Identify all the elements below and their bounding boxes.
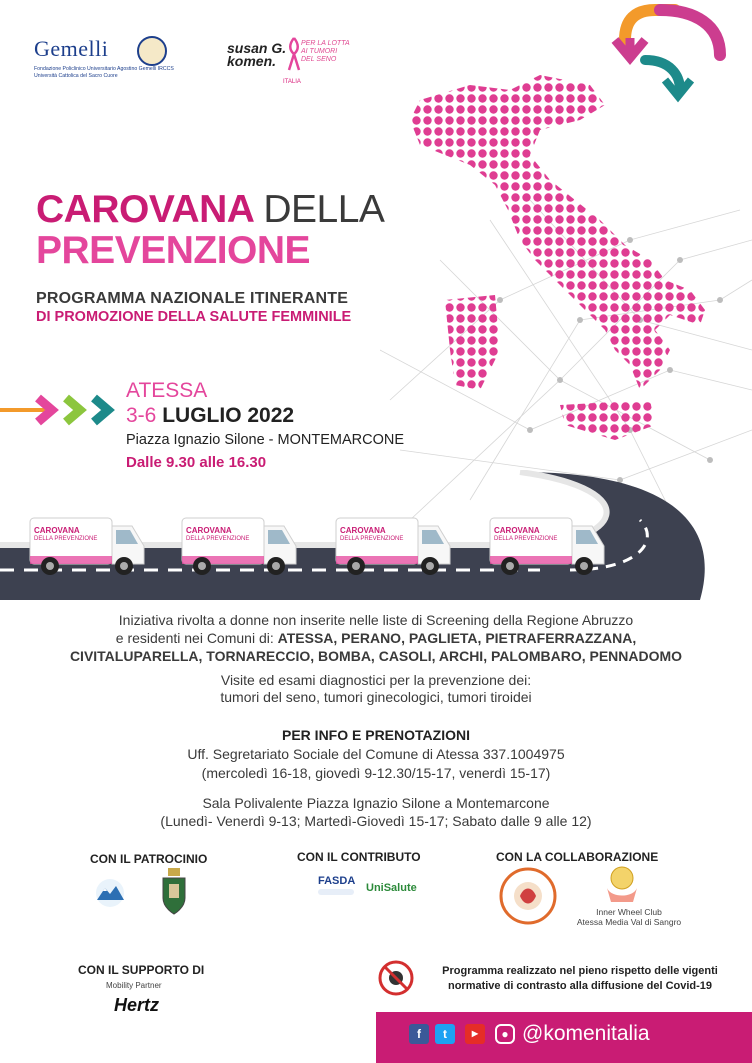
- contributo-label: CON IL CONTRIBUTO: [297, 850, 421, 864]
- unisalute-logo: UniSalute: [366, 882, 417, 894]
- komen-line1: susan G.: [227, 40, 287, 56]
- twitter-icon[interactable]: t: [435, 1024, 455, 1044]
- komen-line2: komen.: [227, 53, 277, 69]
- patrocinio-label: CON IL PATROCINIO: [90, 852, 208, 866]
- komen-tag3: DEL SENO: [301, 56, 337, 63]
- mobility-partner-label: Mobility Partner: [106, 981, 162, 990]
- event-place: Piazza Ignazio Silone - MONTEMARCONE: [126, 432, 404, 448]
- van-4: [488, 516, 606, 578]
- gemelli-sub-line2: Università Cattolica del Sacro Cuore: [34, 73, 118, 79]
- van-label-1: CAROVANA: [34, 526, 80, 535]
- hertz-logo: Hertz: [114, 995, 160, 1015]
- collaborazione-label: CON LA COLLABORAZIONE: [496, 850, 659, 864]
- van-sublabel-4: DELLA PREVENZIONE: [494, 536, 558, 542]
- social-handle[interactable]: @komenitalia: [522, 1022, 650, 1045]
- event-date: [126, 404, 294, 428]
- komen-logo-text: [227, 42, 286, 68]
- instagram-icon[interactable]: ●: [495, 1024, 515, 1044]
- lanciano-club-logo-icon: [498, 866, 558, 926]
- gemelli-subtitle: [34, 66, 184, 80]
- gemelli-sub-line1: Fondazione Policlinico Universitario Agostino Gemelli IRCCS: [34, 66, 174, 72]
- komen-tagline: [301, 40, 350, 64]
- info-line2: (mercoledì 16-18, giovedì 9-12.30/15-17, venerdì 15-17): [201, 765, 551, 781]
- van-sublabel-2: DELLA PREVENZIONE: [186, 536, 250, 542]
- event-date-days: 3-6: [126, 404, 157, 427]
- inner-wheel-caption: [564, 907, 694, 927]
- inner-wheel-line2: Atessa Media Val di Sangro: [576, 917, 682, 927]
- inner-wheel-line1: Inner Wheel Club: [596, 907, 662, 917]
- van-2: [180, 516, 298, 578]
- body-line5: tumori del seno, tumori ginecologici, tumori tiroidei: [220, 689, 532, 705]
- subtitle-line1: PROGRAMMA NAZIONALE ITINERANTE: [36, 290, 349, 307]
- chevron-arrows-icon: [0, 392, 120, 432]
- info-line3: Sala Polivalente Piazza Ignazio Silone a Montemarcone: [202, 795, 550, 811]
- gemelli-logo-text: Gemelli: [34, 36, 109, 61]
- covid-line2: normative di contrasto alla diffusione del Covid-19: [447, 980, 713, 992]
- info-line1: Uff. Segretariato Sociale del Comune di Atessa 337.1004975: [187, 746, 565, 762]
- title-line2: PREVENZIONE: [36, 229, 311, 272]
- covid-line1: Programma realizzato nel pieno rispetto delle vigenti: [442, 965, 718, 977]
- fasda-bar-icon: [318, 889, 354, 895]
- fasda-logo: FASDA: [318, 875, 356, 887]
- info-heading: PER INFO E PRENOTAZIONI: [282, 727, 470, 743]
- no-virus-icon: [378, 960, 414, 996]
- facebook-icon[interactable]: f: [409, 1024, 429, 1044]
- subtitle-line2: DI PROMOZIONE DELLA SALUTE FEMMINILE: [36, 309, 352, 325]
- body-line2-intro: e residenti nei Comuni di:: [115, 630, 278, 646]
- covid-notice: [420, 964, 740, 994]
- region-logo-icon: [93, 878, 127, 908]
- body-line4: Visite ed esami diagnostici per la prevenzione dei:: [220, 672, 532, 688]
- body-line2-towns: ATESSA, PERANO, PAGLIETA, PIETRAFERRAZZANA,: [277, 630, 637, 646]
- youtube-icon[interactable]: ▶: [465, 1024, 485, 1044]
- komen-country: ITALIA: [283, 79, 301, 85]
- van-sublabel-3: DELLA PREVENZIONE: [340, 536, 404, 542]
- van-label-3: CAROVANA: [340, 526, 386, 535]
- van-label-4: CAROVANA: [494, 526, 540, 535]
- body-line2: [0, 629, 752, 647]
- body-line1: Iniziativa rivolta a donne non inserite nelle liste di Screening della Regione Abruzzo: [118, 612, 634, 628]
- gemelli-seal-icon: [137, 36, 167, 66]
- van-1: [28, 516, 146, 578]
- inner-wheel-logo-icon: [603, 864, 641, 904]
- body-line3: CIVITALUPARELLA, TORNARECCIO, BOMBA, CASOLI, ARCHI, PALOMBARO, PENNADOMO: [69, 648, 683, 664]
- title-word-della: DELLA: [263, 188, 385, 231]
- atessa-coat-of-arms-icon: [160, 868, 188, 916]
- event-date-month: LUGLIO 2022: [162, 404, 295, 427]
- italy-dotted-map: [400, 60, 752, 440]
- van-label-2: CAROVANA: [186, 526, 232, 535]
- event-city: ATESSA: [126, 379, 208, 402]
- komen-tag2: AI TUMORI: [301, 48, 338, 55]
- info-line4: (Lunedì- Venerdì 9-13; Martedì-Giovedì 15-17; Sabato dalle 9 alle 12): [160, 813, 592, 829]
- event-hours: Dalle 9.30 alle 16.30: [126, 454, 267, 471]
- title-line1: [36, 190, 384, 230]
- van-3: [334, 516, 452, 578]
- komen-tag1: PER LA LOTTA: [301, 40, 350, 47]
- van-sublabel-1: DELLA PREVENZIONE: [34, 536, 98, 542]
- supporto-label: CON IL SUPPORTO DI: [78, 963, 205, 977]
- title-word-carovana: CAROVANA: [36, 188, 253, 231]
- pink-ribbon-icon: [287, 36, 301, 72]
